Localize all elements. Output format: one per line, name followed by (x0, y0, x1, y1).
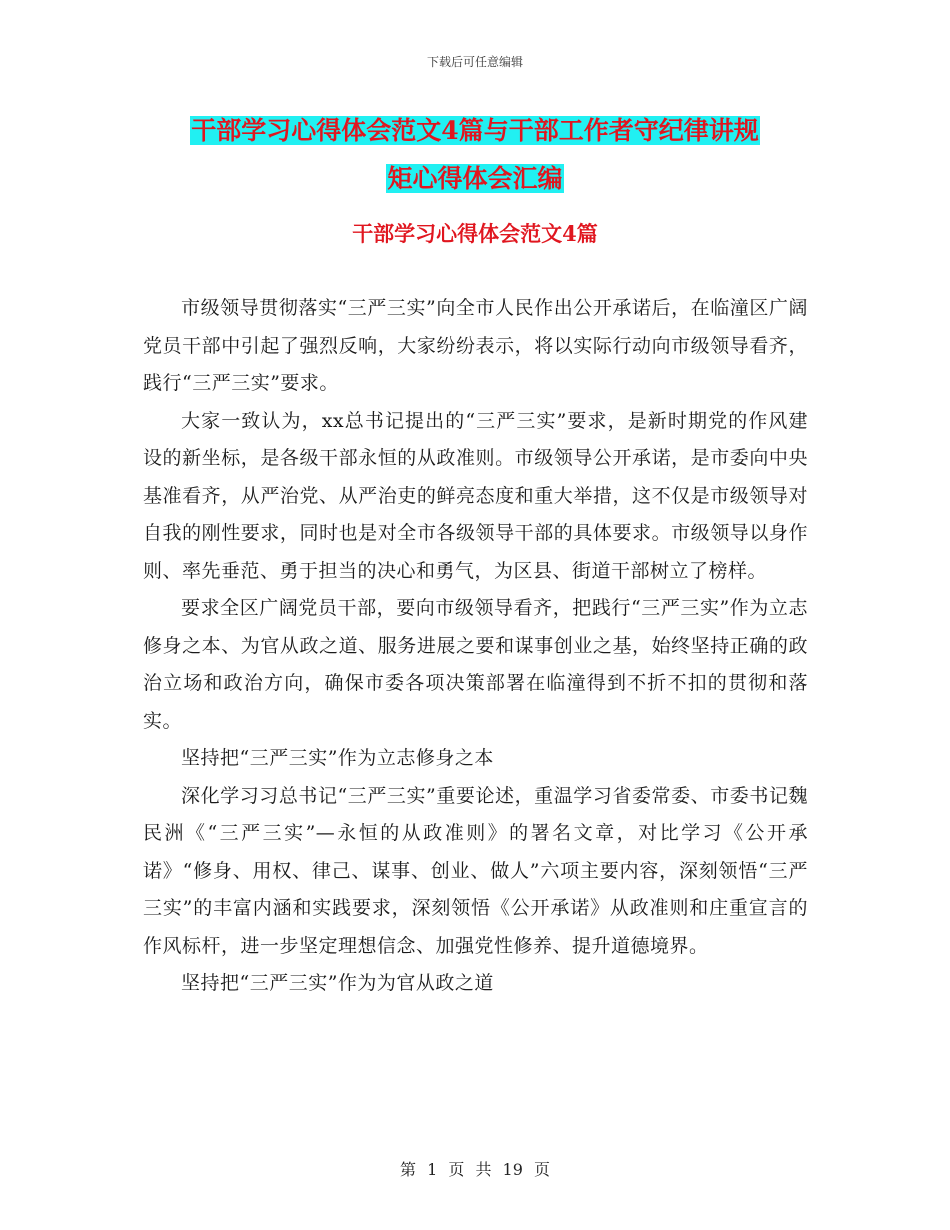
paragraph: 深化学习习总书记“三严三实”重要论述，重温学习省委常委、市委书记魏民洲《“三严三实”—永恒的从政准则》的署名文章，对比学习《公开承诺》“修身、用权、律己、谋事、创业、做人”六项主要内容，深刻领悟“三严三实”的丰富内涵和实践要求，深刻领悟《公开承诺》从政准则和庄重宣言的作风标杆，进一步坚定理想信念、加强党性修养、提升道德境界。 (143, 784, 808, 957)
document-title (143, 107, 807, 203)
paragraph-subheading: 坚持把“三严三实”作为为官从政之道 (181, 972, 494, 994)
page-header-note: 下载后可任意编辑 (426, 55, 523, 69)
paragraph: 大家一致认为，xx总书记提出的“三严三实”要求，是新时期党的作风建设的新坐标，是各级干部永恒的从政准则。市级领导公开承诺，是市委向中央基准看齐，从严治党、从严治吏的鲜亮态度和重大举措，这不仅是市级领导对自我的刚性要求，同时也是对全市各级领导干部的具体要求。市级领导以身作则、率先垂范、勇于担当的决心和勇气，为区县、街道干部树立了榜样。 (143, 409, 808, 582)
document-title-line-2: 矩心得体会汇编 (387, 164, 563, 193)
document-title-line-1: 干部学习心得体会范文4篇与干部工作者守纪律讲规 (191, 116, 759, 145)
paragraph: 要求全区广阔党员干部，要向市级领导看齐，把践行“三严三实”作为立志修身之本、为官从政之道、服务进展之要和谋事创业之基，始终坚持正确的政治立场和政治方向，确保市委各项决策部署在临潼得到不折不扣的贯彻和落实。 (143, 597, 808, 732)
section-title: 干部学习心得体会范文4篇 (352, 221, 598, 246)
paragraph-subheading: 坚持把“三严三实”作为立志修身之本 (181, 747, 494, 769)
page-number: 第 1 页 共 19 页 (400, 1160, 550, 1179)
paragraph: 市级领导贯彻落实“三严三实”向全市人民作出公开承诺后，在临潼区广阔党员干部中引起了强烈反响，大家纷纷表示，将以实际行动向市级领导看齐，践行“三严三实”要求。 (143, 297, 808, 394)
body-text (143, 290, 808, 1003)
